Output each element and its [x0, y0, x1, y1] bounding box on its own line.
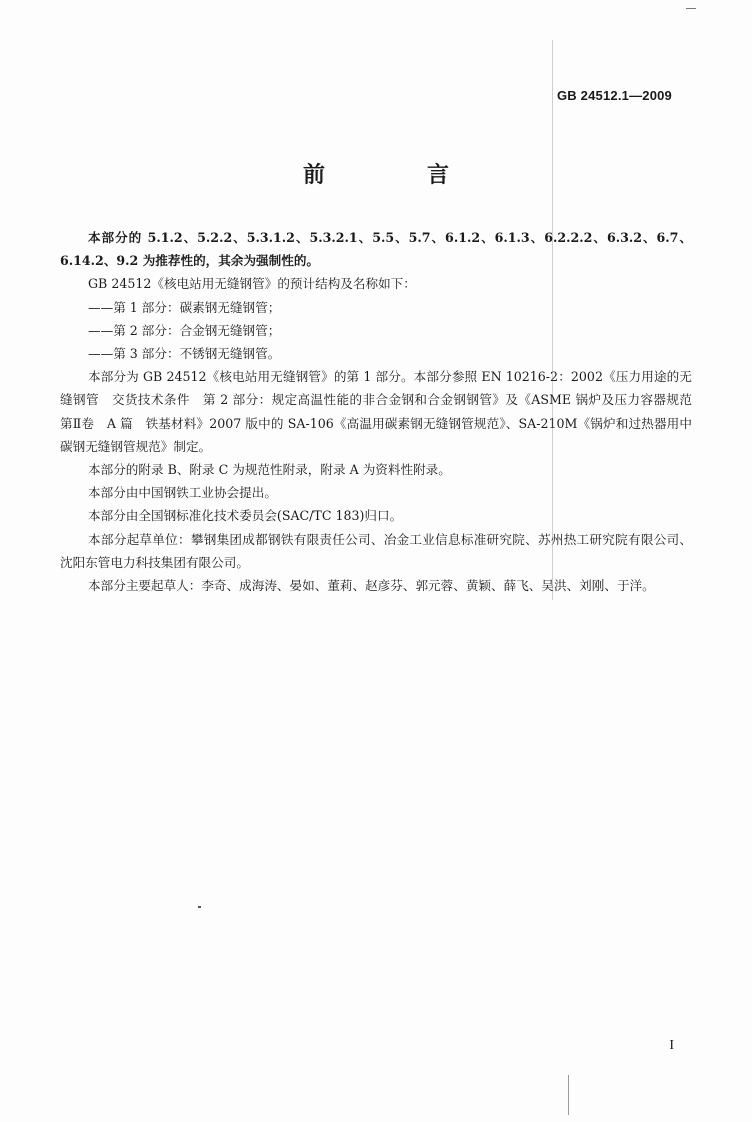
scan-artifact-dot [198, 906, 201, 908]
paragraph-proposer: 本部分由中国钢铁工业协会提出。 [88, 485, 277, 501]
paragraph-references: 本部分为 GB 24512《核电站用无缝钢管》的第 1 部分。本部分参照 EN 10216-2：2002《压力用途的无缝钢管 交货技术条件 第 2 部分：规定高温性能的非合金钢和合金钢钢管》及《ASME 锅炉及压力容器规范 第Ⅱ卷 A 篇 铁基材料》2007 版中的 SA-106《高温用碳素钢无缝钢管规范》、SA-210M《锅炉和过热器用中碳钢无缝钢管规范》制定。 [60, 369, 705, 454]
paragraph-appendices: 本部分的附录 B、附录 C 为规范性附录，附录 A 为资料性附录。 [88, 462, 451, 478]
paragraph-centralized: 本部分由全国钢标准化技术委员会(SAC/TC 183)归口。 [88, 508, 403, 524]
scan-artifact-mark [686, 8, 696, 9]
scan-artifact-line [552, 40, 553, 600]
list-item-part-2: ——第 2 部分：合金钢无缝钢管； [88, 322, 281, 338]
document-body [60, 226, 705, 597]
paragraph-drafters: 本部分主要起草人：李奇、成海涛、晏如、董莉、赵彦芬、郭元蓉、黄颖、薛飞、吴洪、刘刚、于洋。 [88, 578, 655, 594]
page-title: 前 言 [302, 163, 489, 188]
standard-code: GB 24512.1—2009 [556, 88, 672, 103]
scan-artifact-line-lower [568, 1075, 569, 1115]
page-number: I [669, 1038, 674, 1053]
paragraph-drafting-units: 本部分起草单位：攀钢集团成都钢铁有限责任公司、冶金工业信息标准研究院、苏州热工研究院有限公司、沈阳东管电力科技集团有限公司。 [60, 531, 692, 570]
list-item-part-3: ——第 3 部分：不锈钢无缝钢管。 [88, 346, 281, 362]
paragraph-recommended-clauses: 本部分的 5.1.2、5.2.2、5.3.1.2、5.3.2.1、5.5、5.7、6.1.2、6.1.3、6.2.2.2、6.3.2、6.7、6.14.2、9.2 为推荐性的，其余为强制性的。 [60, 230, 692, 269]
paragraph-structure-intro: GB 24512《核电站用无缝钢管》的预计结构及名称如下： [88, 276, 416, 292]
list-item-part-1: ——第 1 部分：碳素钢无缝钢管； [88, 299, 281, 315]
